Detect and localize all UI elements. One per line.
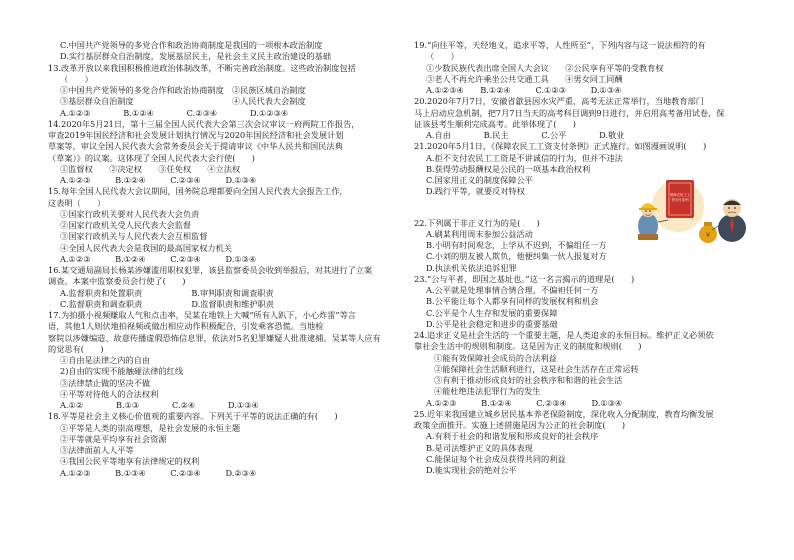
- right-line: ③有利于推动形成良好的社会秩序和和谐的社会生活: [434, 375, 623, 385]
- book-title: 保障农民工工: [669, 193, 691, 197]
- left-line: C.中国共产党领导的多党合作和政治协商制度是我国的一项根本政治制度: [60, 40, 323, 50]
- right-line: ①少数民族代表出席全国人大会议 ②公民享有平等的受教育权: [426, 62, 664, 73]
- book-title-line2: 资支付条例: [671, 198, 689, 202]
- left-line: A.监督职责和处置职责 B.审判职责和调查职责: [60, 287, 274, 298]
- left-line: ③国家行政机关与人民代表大会互相监督: [60, 231, 208, 242]
- left-line: 18.平等是社会主义核心价值观的重要内容。下列关于平等的说法正确的有( ): [48, 411, 338, 422]
- left-column: [48, 40, 400, 479]
- left-line: ①自由是法律之内的自由: [60, 355, 151, 365]
- left-line: 的觉思有( ): [48, 343, 104, 354]
- cartoon-figure: [636, 176, 754, 248]
- right-line: D.执法机关依法追诉犯罪: [426, 262, 517, 273]
- right-line: 23.“公与平者，即国之基址也。”这一名言揭示的道理是( ): [414, 273, 635, 284]
- right-line: A.拒不支付农民工工资是不讲诚信的行为，但并不违法: [426, 152, 623, 163]
- right-line: ③老人不再允许乘坐公共交通工具 ④男女同工同酬: [426, 73, 623, 84]
- left-line: 17.为拍摄小视频赚取人气和点击率，吴某在地铁上大喊“所有人趴下，小心炸雷”等言: [48, 310, 356, 320]
- right-line: 靠社会生活中的规则和制度。这是因为正义的制度和规则( ): [414, 341, 642, 352]
- right-line: B.获得劳动报酬权是公民的一项基本政治权利: [426, 163, 591, 174]
- right-line: A.公平就是处理事情合情合理，不偏袒任何一方: [426, 285, 599, 295]
- left-line: 16.某交通局副局长杨某涉嫌滥用职权犯罪，该县监察委员会收到举报后，对其进行了立案: [48, 265, 373, 275]
- left-line: ④我国公民平等地享有法律规定的权利: [60, 456, 200, 467]
- right-line: 政策全面推开。实施上述措施是因为公正的社会制度( ): [414, 420, 626, 430]
- left-line: A.①②③ B.①②④ C.②③④ D.①③④: [60, 253, 257, 264]
- left-line: ④平等对待他人的合法权利: [60, 388, 159, 399]
- left-line: 13.改革开放以来我国积极推进政治体制改革，不断完善政治制度。这些政治制度包括: [48, 62, 356, 73]
- left-line: 15.每年全国人民代表大会议期间，国务院总理都要向全国人民代表大会报告工作，: [48, 186, 348, 197]
- left-line: （ ）: [60, 73, 93, 84]
- right-line: A.①②③④ B.①②④ C.①②③ D.①③④: [426, 85, 622, 95]
- right-line: 22.下列属于非正义行为的是( ): [414, 217, 540, 228]
- left-line: D.实行基层群众自治制度，发展基层民主，是社会主义民主政治建设的基础: [60, 51, 331, 62]
- right-line: A.有利于社会的和谐发展和形成良好的社会秩序: [426, 431, 599, 442]
- right-line: 24.追求正义是社会生活的一个重要主题，是人类追求的永恒目标。维护正义必须依: [414, 330, 714, 340]
- left-line: ②平等就是平均享有社会资源: [60, 433, 167, 444]
- right-line: D.公平是社会稳定和进步的重要基础: [426, 318, 558, 329]
- right-line: D.践行平等，就要反对特权: [426, 186, 525, 197]
- right-line: A.①②③ B.①②④ C.②③④ D.①③④: [426, 397, 623, 408]
- left-line: （草案）》的议案。这体现了全国人民代表大会行使( ): [48, 152, 255, 163]
- left-line: ④全国人民代表大会是我国的最高国家权力机关: [60, 242, 232, 253]
- right-line: C.国家用正义的制度保障公平: [426, 175, 533, 185]
- left-line: A.①②③ B.①②④ C.②③④ D.①③④: [60, 175, 257, 185]
- worker-character: [638, 203, 658, 240]
- right-line: ①能有效保障社会成员的合法利益: [434, 352, 557, 363]
- left-line: C.监督职责和调查职责 D.监督职责和维护职责: [60, 298, 274, 309]
- left-line: ①中国共产党领导的多党合作和政治协商制度 ②民族区域自治制度: [60, 85, 306, 95]
- right-line: 25.近年来我国建立城乡居民基本养老保险制度，深化收入分配制度，教育均衡发展: [414, 408, 714, 419]
- left-line: A.①② B.①③ C.②④ D.①③④: [60, 400, 259, 410]
- cartoon-illustration: [636, 176, 754, 248]
- left-line: ①监督权 ②决定权 ③任免权 ④立法权: [60, 163, 241, 174]
- left-line: ①国家行政机关要对人民代表大会负责: [60, 208, 200, 219]
- left-line: 语，其他1人则伏地拍视频或做出相应动作积极配合，引发乘客恐慌。当地检: [48, 321, 324, 332]
- left-line: A.①②③ B.①②④ C.②③④ D.①②③④: [60, 107, 289, 118]
- left-line: 2)自由的实现不能触碰法律的红线: [60, 366, 184, 377]
- right-line: C.能保证每个社会成员获得共同的利益: [426, 453, 566, 464]
- left-line: 察院以涉嫌编造、故意传播虚假恐怖信息罪，依法对5名犯罪嫌疑人批准逮捕。吴某等人应有: [48, 332, 381, 343]
- right-line: （ ）: [426, 51, 459, 62]
- right-line: B.公平能让每个人都享有同样的发展权利和机会: [426, 296, 599, 307]
- right-line: 20.2020年7月7日，安徽省歙县因水灾严重，高考无法正常举行，当地教育部门: [414, 96, 704, 107]
- left-line: ③法律禁止做的坚决不做: [60, 377, 151, 388]
- right-line: ②能保障社会生活顺利进行，这是社会生活存在正常运转: [434, 363, 639, 374]
- left-line: ①平等是人类的崇高理想，是社会发展的永恒主题: [60, 422, 241, 433]
- right-line: 马上启动应急机制，把7月7日当天的高考科目调到9日进行，并启用高考备用试卷，保: [414, 107, 725, 118]
- left-line: 草案等，审议全国人民代表大会常务委员会关于提请审议《中华人民共和国民法典: [48, 141, 343, 152]
- right-line: B.是司法维护正义的具体表现: [426, 442, 533, 453]
- right-line: C.公平是个人生存和发展的重要保障: [426, 307, 558, 318]
- right-line: 证该县考生顺利完成高考。此举体现了( ): [414, 118, 576, 129]
- left-line: ③基层群众自治制度 ④人民代表大会制度: [60, 96, 306, 107]
- money-bag: [699, 222, 717, 243]
- right-line: 21.2020年5月1日，《保障农民工工资支付条例》正式施行。如图漫画说明( ): [414, 141, 707, 152]
- left-line: ③法律面前人人平等: [60, 445, 134, 455]
- left-line: ②国家行政机关受人民代表大会监督: [60, 220, 192, 230]
- employer-character: [718, 199, 746, 242]
- left-line: 这表明（ ）: [48, 197, 106, 208]
- right-line: C.小刘的朋友被人欺负，他便纠集一伙人报复对方: [426, 251, 607, 262]
- right-line: A.刷某利用周末参加公益活动: [426, 228, 533, 239]
- right-line: A.自由 B.民主 C.公平 D.敬业: [426, 130, 625, 140]
- svg-text:¥: ¥: [705, 231, 711, 239]
- right-column: [414, 40, 764, 476]
- right-line: 19.“向往平等，天经地义，追求平等，人性所至”，下列内容与这一说法相符的有: [414, 40, 706, 50]
- left-line: 调查。本案中监察委员会行使了( ): [48, 276, 186, 287]
- right-line: B.小明有时间观念，上学从不迟到，不偏组任一方: [426, 240, 607, 250]
- right-line: ④能杜绝违法犯罪行为的发生: [434, 386, 541, 397]
- right-line: D.能实现社会的绝对公平: [426, 465, 517, 475]
- left-line: 14.2020年5月21日，第十三届全国人民代表大会第三次会议审议一府两院工作报告，: [48, 118, 360, 129]
- left-line: A.①②③ B.①③④ C.②③④ D.②③④: [60, 467, 257, 478]
- left-line: 审查2019年国民经济和社会发展计划执行情况与2020年国民经济和社会发展计划: [48, 130, 344, 140]
